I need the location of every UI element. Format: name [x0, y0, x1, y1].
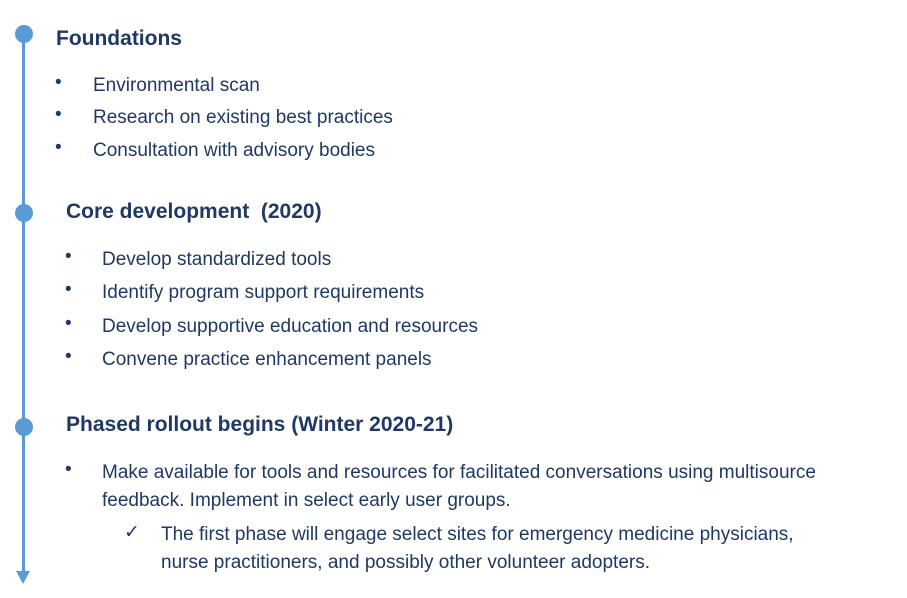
bullet-icon: •: [65, 313, 72, 334]
list-item: Develop standardized tools: [102, 249, 332, 270]
bullet-icon: •: [55, 104, 62, 125]
phase-title-phased-rollout: Phased rollout begins (Winter 2020-21): [66, 413, 454, 436]
list-item: Consultation with advisory bodies: [93, 140, 375, 161]
list-item: Make available for tools and resources for facilitated conversations using multisource: [102, 462, 816, 483]
bullet-icon: •: [65, 459, 72, 480]
sub-list-item-continuation: nurse practitioners, and possibly other volunteer adopters.: [161, 552, 650, 573]
bullet-icon: •: [65, 246, 72, 267]
list-item: Research on existing best practices: [93, 107, 393, 128]
timeline-dot-phased-rollout: [15, 418, 33, 436]
checkmark-icon: ✓: [124, 522, 140, 543]
bullet-icon: •: [65, 279, 72, 300]
list-item: Convene practice enhancement panels: [102, 349, 432, 370]
timeline-dot-core-development: [15, 204, 33, 222]
list-item-continuation: feedback. Implement in select early user groups.: [102, 490, 511, 511]
bullet-icon: •: [55, 137, 62, 158]
bullet-icon: •: [65, 346, 72, 367]
sub-list-item: The first phase will engage select sites for emergency medicine physicians,: [161, 524, 794, 545]
timeline-line: [22, 34, 25, 572]
timeline-arrow-icon: [16, 571, 30, 584]
phase-title-core-development: Core development (2020): [66, 200, 322, 223]
bullet-icon: •: [55, 72, 62, 93]
phase-title-foundations: Foundations: [56, 27, 182, 50]
timeline-dot-foundations: [15, 25, 33, 43]
list-item: Environmental scan: [93, 75, 260, 96]
list-item: Identify program support requirements: [102, 282, 425, 303]
list-item: Develop supportive education and resources: [102, 316, 479, 337]
